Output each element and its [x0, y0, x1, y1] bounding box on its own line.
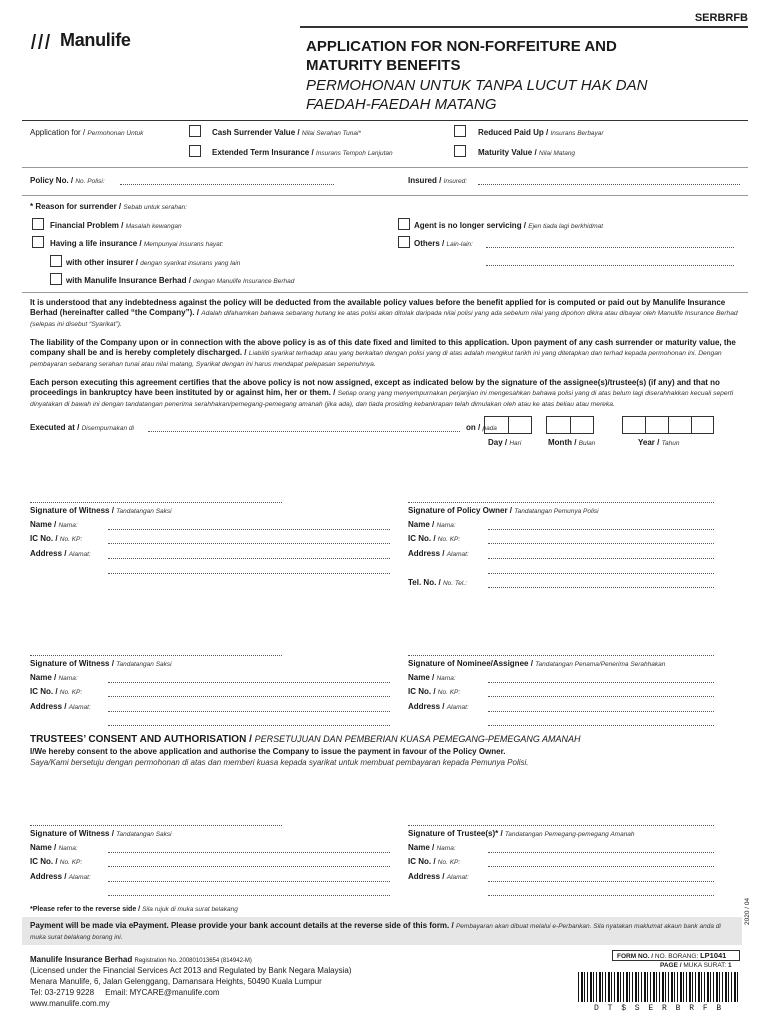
witness1-address-field-2[interactable] [108, 573, 390, 574]
witness3-name-label: Name / Nama: [30, 843, 78, 852]
witness1-ic-label: IC No. / No. KP: [30, 534, 83, 543]
witness3-address-label: Address / Alamat: [30, 872, 91, 881]
address-line: Menara Manulife, 6, Jalan Gelenggang, Damansara Heights, 50490 Kuala Lumpur [30, 977, 322, 986]
owner-ic-label: IC No. / No. KP: [408, 534, 461, 543]
nominee-name-label: Name / Nama: [408, 673, 456, 682]
policy-no-label: Policy No. / No. Polisi: [30, 176, 105, 185]
agent-not-servicing-checkbox[interactable] [398, 218, 410, 230]
others-checkbox[interactable] [398, 236, 410, 248]
contact-line: Tel: 03-2719 9228 Email: MYCARE@manulife.com [30, 988, 220, 997]
form-no-box: FORM NO. / NO. BORANG: LP1041 [612, 950, 740, 961]
trustee-name-field[interactable] [488, 852, 714, 853]
witness1-address-field[interactable] [108, 558, 390, 559]
indebtedness-paragraph: It is understood that any indebtedness against the policy will be deducted from the available policy values before the benefit applied for is computed or paid out by Manulife Insurance Berhad (hereinafter called “the Company”). / Adalah difahamkan bahawa sebarang hutang ke atas polisi akan ditolak daripada nilai polisi yang ada sebelum nilai yang dipohon dikira atau dibayar oleh Manulife Insurance Berhad (selepas ini disebut “Syarikat”). [30, 298, 738, 328]
trustee-signature-line[interactable] [408, 825, 714, 826]
owner-tel-field[interactable] [488, 587, 714, 588]
policy-no-field[interactable] [120, 184, 334, 185]
day-label: Day / Hari [488, 438, 522, 447]
title-en-line2: MATURITY BENEFITS [306, 57, 461, 74]
nominee-address-field[interactable] [488, 711, 714, 712]
trustee-address-field-2[interactable] [488, 895, 714, 896]
owner-address-field[interactable] [488, 558, 714, 559]
day-box-end [508, 416, 532, 434]
trustee-ic-field[interactable] [488, 866, 714, 867]
payment-notice: Payment will be made via ePayment. Please provide your bank account details at the reverse side of this form. / Pembayaran akan dibuat melalui e-Perbankan. Sila nyatakan maklumat akaun bank anda di muka surat belakang borang ini. [22, 917, 742, 945]
nominee-ic-field[interactable] [488, 696, 714, 697]
nominee-signature-label: Signature of Nominee/Assignee / Tandatangan Penama/Penerima Serahhakan [408, 659, 666, 668]
section-rule [22, 120, 748, 121]
nominee-signature-line[interactable] [408, 655, 714, 656]
trustee-signature-label: Signature of Trustee(s)* / Tandatangan Pemegang-pemegang Amanah [408, 829, 635, 838]
nominee-address-field-2[interactable] [488, 725, 714, 726]
divider [22, 195, 748, 196]
witness1-ic-field[interactable] [108, 543, 390, 544]
trustees-consent-text: I/We hereby consent to the above application and authorise the Company to issue the payment in favour of the Policy Owner. [30, 747, 506, 756]
witness1-signature-label: Signature of Witness / Tandatangan Saksi [30, 506, 172, 515]
life-insurance-checkbox[interactable] [32, 236, 44, 248]
title-ms-line1: PERMOHONAN UNTUK TANPA LUCUT HAK DAN [306, 77, 648, 94]
witness3-ic-label: IC No. / No. KP: [30, 857, 83, 866]
nominee-address-label: Address / Alamat: [408, 702, 469, 711]
side-date: 2020 / 04 [744, 897, 751, 925]
nominee-name-field[interactable] [488, 682, 714, 683]
witness3-address-field-2[interactable] [108, 895, 390, 896]
manulife-logo-icon [30, 32, 52, 50]
witness2-name-field[interactable] [108, 682, 390, 683]
manulife-berhad-label: with Manulife Insurance Berhad / dengan Manulife Insurance Berhad [66, 276, 295, 285]
nominee-ic-label: IC No. / No. KP: [408, 687, 461, 696]
form-code: SERBRFB [694, 12, 748, 24]
reverse-side-note: *Please refer to the reverse side / Sila rujuk di muka surat belakang [30, 906, 238, 913]
manulife-logo [30, 30, 131, 51]
website-link[interactable]: www.manulife.com.my [30, 999, 110, 1008]
barcode [578, 972, 740, 1002]
licensed-line: (Licensed under the Financial Services Act 2013 and Regulated by Bank Negara Malaysia) [30, 966, 352, 975]
owner-tel-label: Tel. No. / No. Tel.: [408, 578, 467, 587]
company-line: Manulife Insurance Berhad Registration No. 200801013654 (814942-M) [30, 955, 252, 964]
insured-label: Insured / Insured: [408, 176, 468, 185]
witness2-address-label: Address / Alamat: [30, 702, 91, 711]
owner-signature-label: Signature of Policy Owner / Tandatangan Pemunya Polisi [408, 506, 599, 515]
life-insurance-label: Having a life insurance / Mempunyai insurans hayat: [50, 239, 224, 248]
witness1-address-label: Address / Alamat: [30, 549, 91, 558]
witness1-name-label: Name / Nama: [30, 520, 78, 529]
divider [22, 167, 748, 168]
witness3-signature-line[interactable] [30, 825, 282, 826]
maturity-value-checkbox[interactable] [454, 145, 466, 157]
year-label: Year / Tahun [638, 438, 680, 447]
witness3-address-field[interactable] [108, 881, 390, 882]
month-label: Month / Bulan [548, 438, 596, 447]
on-label: on / pada [466, 423, 497, 432]
header-rule [300, 26, 748, 28]
reduced-paid-up-label: Reduced Paid Up / Insurans Berbayar [478, 128, 604, 137]
reduced-paid-up-checkbox[interactable] [454, 125, 466, 137]
reason-title: * Reason for surrender / Sebab untuk serahan: [30, 202, 187, 211]
manulife-berhad-checkbox[interactable] [50, 273, 62, 285]
witness1-signature-line[interactable] [30, 502, 282, 503]
barcode-text: D T $ S E R B R F B [594, 1004, 724, 1013]
extended-term-label: Extended Term Insurance / Insurans Tempoh Lanjutan [212, 148, 393, 157]
witness3-signature-label: Signature of Witness / Tandatangan Saksi [30, 829, 172, 838]
trustees-consent-text-ms: Saya/Kami bersetuju dengan permohonan di atas dan memberi kuasa kepada syarikat untuk membuat pembayaran kepada Pemunya Polisi. [30, 758, 529, 767]
owner-address-label: Address / Alamat: [408, 549, 469, 558]
trustee-name-label: Name / Nama: [408, 843, 456, 852]
witness2-ic-field[interactable] [108, 696, 390, 697]
witness2-signature-label: Signature of Witness / Tandatangan Saksi [30, 659, 172, 668]
owner-address-field-2[interactable] [488, 573, 714, 574]
cash-surrender-checkbox[interactable] [189, 125, 201, 137]
owner-name-label: Name / Nama: [408, 520, 456, 529]
witness2-address-field[interactable] [108, 711, 390, 712]
other-insurer-label: with other insurer / dengan syarikat insurans yang lain [66, 258, 241, 267]
witness2-ic-label: IC No. / No. KP: [30, 687, 83, 696]
executed-at-field[interactable] [148, 431, 460, 432]
executed-at-label: Executed at / Disempurnakan di [30, 423, 134, 432]
owner-name-field[interactable] [488, 529, 714, 530]
insured-field[interactable] [478, 184, 740, 185]
financial-problem-checkbox[interactable] [32, 218, 44, 230]
witness2-signature-line[interactable] [30, 655, 282, 656]
owner-ic-field[interactable] [488, 543, 714, 544]
liability-paragraph: The liability of the Company upon or in connection with the above policy is as of this date fixed and limited to this application. Upon payment of any cash surrender or maturity value, the company shall be and is hereby completely discharged. / Liabiliti syarikat terhadap atau yang berkaitan dengan polisi yang di atas adalah mengikut tarikh ini yang ditetapkan dan terhad kepada permohonan ini. Dengan pembayaran sebarang serahan tunai atau nilai matang, Syarikat dengan ini harus mendapat pelepasan sepenuhnya. [30, 338, 736, 368]
witness1-name-field[interactable] [108, 529, 390, 530]
others-field[interactable] [486, 247, 734, 248]
application-for-label: Application for / Permohonan Untuk [30, 128, 144, 137]
divider [22, 292, 748, 293]
certification-paragraph: Each person executing this agreement certifies that the above policy is not now assigned, except as indicated below by the signature of the assignee(s)/trustee(s) (if any) and that no proceedings in bankruptcy have been instituted by or against him, her or them. / Setiap orang yang menyempurnakan perjanjian ini mengesahkan bahawa polisi yang di atas belum lagi diserahhakkan kecuali seperti dinyatakan di bawah ini dengan tandatangan penerima serahhakan/pemegang-pemegang amanah (jika ada), dan tiada prosiding kebankrapan telah dimulakan oleh atau ke atas beliau atau mereka. [30, 378, 734, 408]
trustee-ic-label: IC No. / No. KP: [408, 857, 461, 866]
witness2-name-label: Name / Nama: [30, 673, 78, 682]
extended-term-checkbox[interactable] [189, 145, 201, 157]
owner-signature-line[interactable] [408, 502, 714, 503]
title-en-line1: APPLICATION FOR NON-FORFEITURE AND [306, 38, 617, 55]
others-field-line2[interactable] [486, 265, 734, 266]
trustees-title: TRUSTEES’ CONSENT AND AUTHORISATION / PERSETUJUAN DAN PEMBERIAN KUASA PEMEGANG-PEMEGANG AMANAH [30, 734, 581, 745]
other-insurer-checkbox[interactable] [50, 255, 62, 267]
logo-text: Manulife [60, 30, 131, 50]
witness3-name-field[interactable] [108, 852, 390, 853]
witness3-ic-field[interactable] [108, 866, 390, 867]
witness2-address-field-2[interactable] [108, 725, 390, 726]
cash-surrender-label: Cash Surrender Value / Nilai Serahan Tunai* [212, 128, 361, 137]
others-label: Others / Lain-lain: [414, 239, 473, 248]
page-number: PAGE / MUKA SURAT: 1 [660, 962, 732, 969]
financial-problem-label: Financial Problem / Masalah kewangan [50, 221, 182, 230]
maturity-value-label: Maturity Value / Nilai Matang [478, 148, 576, 157]
agent-not-servicing-label: Agent is no longer servicing / Ejen tiada lagi berkhidmat [414, 221, 604, 230]
title-ms-line2: FAEDAH-FAEDAH MATANG [306, 96, 497, 113]
trustee-address-label: Address / Alamat: [408, 872, 469, 881]
trustee-address-field[interactable] [488, 881, 714, 882]
